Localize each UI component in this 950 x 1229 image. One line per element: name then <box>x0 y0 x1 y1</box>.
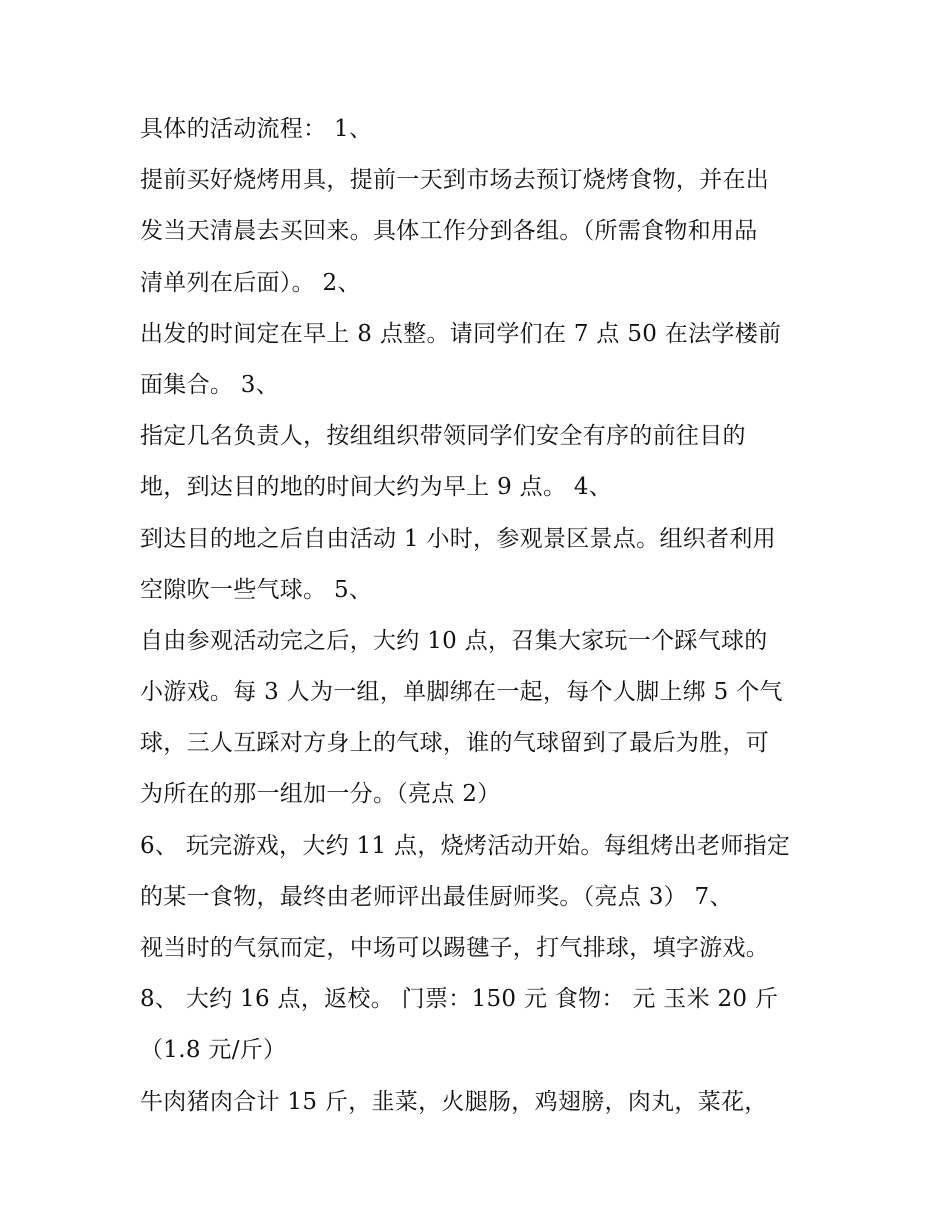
text-line: 6、 玩完游戏，大约 11 点，烧烤活动开始。每组烤出老师指定 <box>140 832 791 859</box>
document-body <box>140 108 830 1132</box>
text-line: 到达目的地之后自由活动 1 小时，参观景区景点。组织者利用 <box>140 525 776 552</box>
text-line: 清单列在后面）。 2、 <box>140 269 361 296</box>
text-line: 出发的时间定在早上 8 点整。请同学们在 7 点 50 在法学楼前 <box>140 320 782 347</box>
text-line: 牛肉猪肉合计 15 斤，韭菜，火腿肠，鸡翅膀，肉丸，菜花， <box>140 1088 768 1115</box>
text-line: 空隙吹一些气球。 5、 <box>140 576 373 603</box>
text-line: 提前买好烧烤用具，提前一天到市场去预订烧烤食物，并在出 <box>140 167 770 194</box>
text-line: 的某一食物，最终由老师评出最佳厨师奖。（亮点 3） 7、 <box>140 883 733 910</box>
text-line: 地，到达目的地的时间大约为早上 9 点。 4、 <box>140 474 613 501</box>
text-line: 球，三人互踩对方身上的气球，谁的气球留到了最后为胜，可 <box>140 730 770 757</box>
text-line: 为所在的那一组加一分。（亮点 2） <box>140 781 501 808</box>
text-line: 视当时的气氛而定，中场可以踢毽子，打气排球，填字游戏。 <box>140 935 770 961</box>
text-line: 具体的活动流程： 1、 <box>140 116 373 142</box>
text-line: （1.8 元/斤） <box>140 1037 287 1064</box>
text-line: 自由参观活动完之后，大约 10 点，召集大家玩一个踩气球的 <box>140 627 768 654</box>
text-line: 指定几名负责人，按组组织带领同学们安全有序的前往目的 <box>140 423 746 450</box>
text-line: 小游戏。每 3 人为一组，单脚绑在一起，每个人脚上绑 5 个气 <box>140 679 783 706</box>
text-line: 8、 大约 16 点，返校。 门票：150 元 食物： 元 玉米 20 斤 <box>140 986 779 1013</box>
text-line: 面集合。 3、 <box>140 371 280 398</box>
text-line: 发当天清晨去买回来。具体工作分到各组。（所需食物和用品 <box>140 218 758 245</box>
